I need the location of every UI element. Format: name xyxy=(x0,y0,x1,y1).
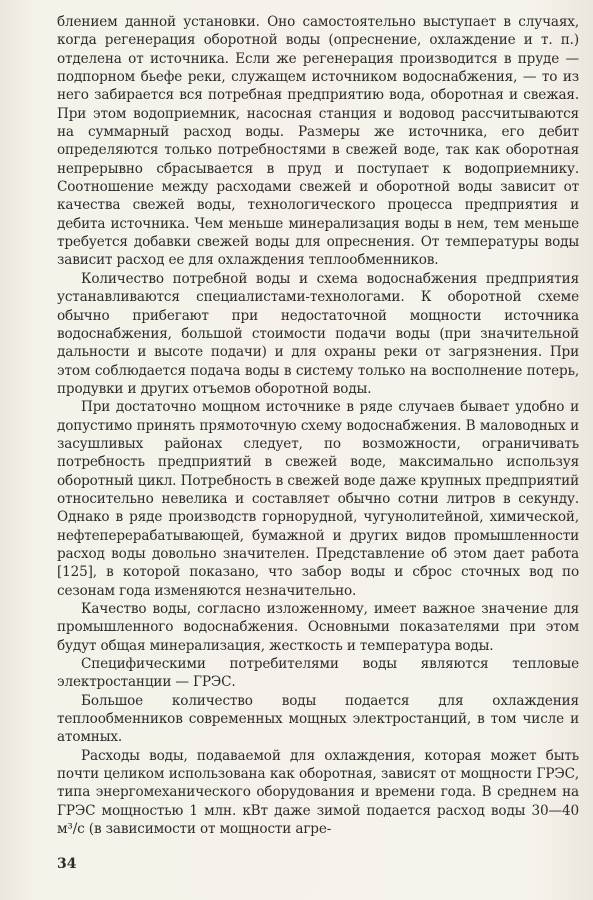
paragraph-3: При достаточно мощном источнике в ряде случаев бывает удобно и допустимо принять прямоточную схему водоснабжения. В маловодных и засушливых районах следует, по возможности, ограничивать потребность предприятий в свежей воде, максимально используя оборотный цикл. Потребность в свежей воде даже крупных предприятий относительно невелика и составляет обычно сотни литров в секунду. Однако в ряде производств горнорудной, чугунолитейной, химической, нефтеперерабатывающей, бумажной и других видов промышленности расход воды довольно значителен. Представление об этом дает работа [125], в которой показано, что забор воды и сброс сточных вод по сезонам года изменяются незначительно. xyxy=(57,399,579,599)
paragraph-4: Качество воды, согласно изложенному, имеет важное значение для промышленного водоснабжения. Основными показателями при этом будут общая минерализация, жесткость и температура воды. xyxy=(57,601,579,654)
paragraph-1: блением данной установки. Оно самостоятельно выступает в случаях, когда регенерация оборотной воды (опреснение, охлаждение и т. п.) отделена от источника. Если же регенерация производится в пруде — подпорном бьефе реки, служащем источником водоснабжения, — то из него забирается вся потребная предприятию вода, оборотная и свежая. При этом водоприемник, насосная станция и водовод рассчитываются на суммарный расход воды. Размеры же источника, его дебит определяются только потребностями в свежей воде, так как оборотная непрерывно сбрасывается в пруд и поступает к водоприемнику. Соотношение между расходами свежей и оборотной воды зависит от качества свежей воды, технологического процесса предприятия и дебита источника. Чем меньше минерализация воды в нем, тем меньше требуется добавки свежей воды для опреснения. От температуры воды зависит расход ее для охлаждения теплообменников. xyxy=(57,14,579,269)
paragraph-7: Расходы воды, подаваемой для охлаждения, которая может быть почти целиком использована как оборотная, зависят от мощности ГРЭС, типа энергомеханического оборудования и времени года. В среднем на ГРЭС мощностью 1 млн. кВт даже зимой подается расход воды 30—40 м³/с (в зависимости от мощности агре- xyxy=(57,747,579,838)
page-number: 34 xyxy=(57,856,77,872)
body-text xyxy=(57,13,579,838)
paragraph-2: Количество потребной воды и схема водоснабжения предприятия устанавливаются специалистами-технологами. К оборотной схеме обычно прибегают при недостаточной мощности источника водоснабжения, большой стоимости подачи воды (при значительной дальности и высоте подачи) и для охраны реки от загрязнения. При этом соблюдается подача воды в систему только на восполнение потерь, продувки и других отъемов оборотной воды. xyxy=(57,270,579,397)
paragraph-5: Специфическими потребителями воды являются тепловые электростанции — ГРЭС. xyxy=(57,656,579,691)
paragraph-6: Большое количество воды подается для охлаждения теплообменников современных мощных электростанций, в том числе и атомных. xyxy=(57,692,579,746)
